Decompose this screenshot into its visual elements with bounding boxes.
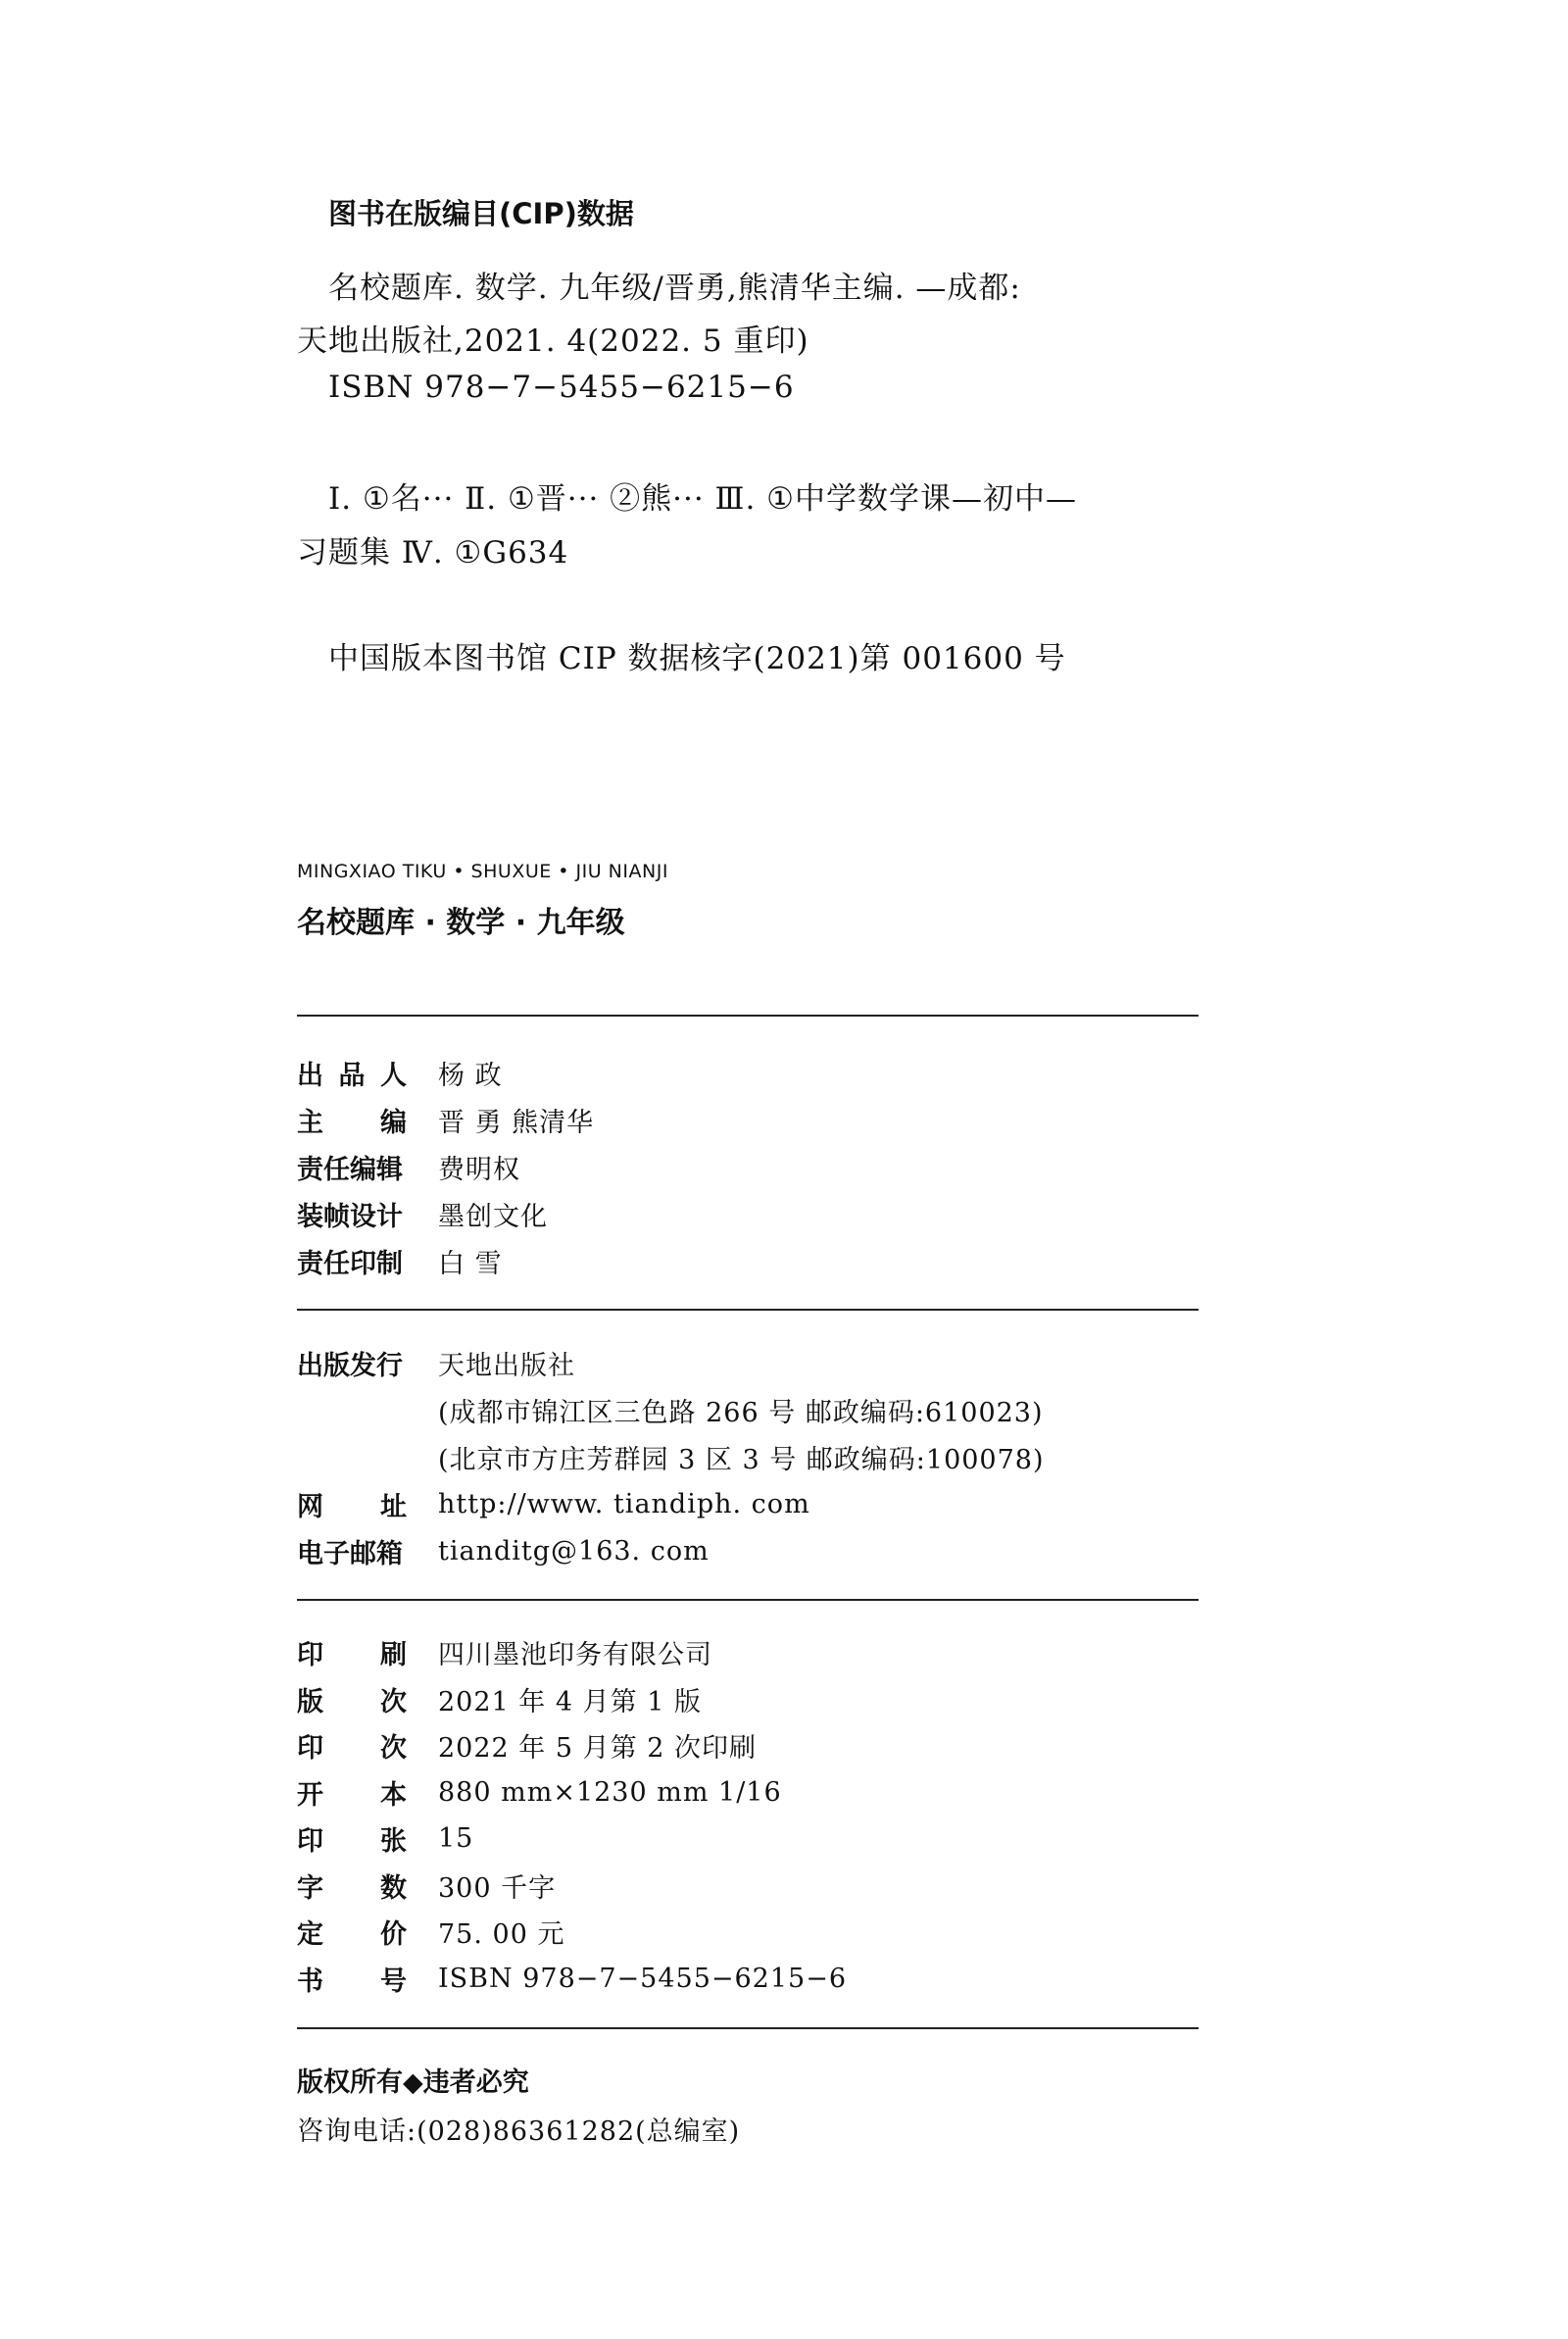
row-label: 装帧设计 (297, 1201, 403, 1232)
row-label: 责任印制 (297, 1248, 403, 1279)
row-value: 墨创文化 (438, 1201, 548, 1232)
row-value: 15 (438, 1823, 474, 1855)
row-label: 责任编辑 (297, 1154, 403, 1185)
row-value: 杨 政 (438, 1060, 503, 1091)
cip-classification-line2: 习题集 Ⅳ. ①G634 (297, 535, 569, 571)
row-value: 75. 00 元 (438, 1919, 565, 1951)
contact-phone: 咨询电话:(028)86361282(总编室) (297, 2116, 741, 2147)
spec-row (297, 1909, 847, 1956)
row-value: 晋 勇 熊清华 (438, 1107, 595, 1138)
divider (297, 1015, 1199, 1017)
row-label: 印 张 (297, 1826, 407, 1858)
spec-row (297, 1676, 847, 1723)
cip-publisher-line: 天地出版社,2021. 4(2022. 5 重印) (297, 323, 809, 359)
address-chengdu: (成都市锦江区三色路 266 号 邮政编码:610023) (438, 1397, 1044, 1428)
staff-list (297, 1049, 594, 1284)
cip-isbn: ISBN 978−7−5455−6215−6 (328, 370, 795, 405)
divider (297, 2027, 1199, 2029)
spec-row (297, 1816, 847, 1863)
address-row (297, 1433, 1045, 1480)
row-value: 2021 年 4 月第 1 版 (438, 1686, 702, 1717)
staff-row-publisher (297, 1049, 594, 1096)
row-value: 四川墨池印务有限公司 (438, 1640, 712, 1671)
row-value: 费明权 (438, 1154, 520, 1185)
row-label: 定 价 (297, 1919, 407, 1951)
row-label: 出 品 人 (297, 1060, 407, 1091)
row-label: 电子邮箱 (297, 1538, 403, 1569)
staff-row-editor (297, 1096, 594, 1143)
row-value: 白 雪 (438, 1248, 503, 1279)
cip-classification-line1: Ⅰ. ①名··· Ⅱ. ①晋··· ②熊··· Ⅲ. ①中学数学课—初中— (328, 481, 1077, 517)
divider (297, 1599, 1199, 1601)
book-title: 名校题库 · 数学 · 九年级 (297, 906, 625, 940)
email-row (297, 1527, 1045, 1574)
row-value: 2022 年 5 月第 2 次印刷 (438, 1733, 757, 1765)
copyright-notice: 版权所有◆违者必究 (297, 2067, 529, 2098)
staff-row-responsible-editor (297, 1143, 594, 1190)
row-label: 字 数 (297, 1872, 407, 1904)
staff-row-design (297, 1190, 594, 1237)
row-label: 主 编 (297, 1107, 407, 1138)
publisher-block (297, 1339, 1045, 1574)
website-row (297, 1480, 1045, 1527)
row-label: 出版发行 (297, 1350, 403, 1381)
address-beijing: (北京市方庄芳群园 3 区 3 号 邮政编码:100078) (438, 1444, 1045, 1475)
row-label: 开 本 (297, 1779, 407, 1811)
address-row (297, 1386, 1045, 1433)
row-value: 880 mm×1230 mm 1/16 (438, 1776, 782, 1808)
spec-row (297, 1769, 847, 1816)
specs-list (297, 1629, 847, 2002)
email-link[interactable]: tianditg@163. com (438, 1535, 710, 1567)
row-label: 印 次 (297, 1733, 407, 1765)
row-label: 网 址 (297, 1491, 407, 1522)
row-value: 300 千字 (438, 1872, 557, 1904)
row-value: ISBN 978−7−5455−6215−6 (438, 1963, 848, 1994)
spec-row (297, 1629, 847, 1676)
book-pinyin-title: MINGXIAO TIKU • SHUXUE • JIU NIANJI (297, 861, 668, 882)
row-label: 版 次 (297, 1686, 407, 1717)
staff-row-print-manager (297, 1237, 594, 1284)
divider (297, 1309, 1199, 1311)
spec-row (297, 1863, 847, 1910)
publisher-row (297, 1339, 1045, 1386)
cip-heading: 图书在版编目(CIP)数据 (328, 197, 634, 230)
cip-title-line: 名校题库. 数学. 九年级/晋勇,熊清华主编. —成都: (328, 271, 1021, 306)
website-link[interactable]: http://www. tiandiph. com (438, 1488, 810, 1519)
row-label: 印 刷 (297, 1640, 407, 1671)
spec-row (297, 1956, 847, 2003)
spec-row (297, 1722, 847, 1769)
row-label: 书 号 (297, 1966, 407, 1997)
cip-record-number: 中国版本图书馆 CIP 数据核字(2021)第 001600 号 (328, 641, 1066, 676)
publisher-name: 天地出版社 (438, 1350, 575, 1381)
